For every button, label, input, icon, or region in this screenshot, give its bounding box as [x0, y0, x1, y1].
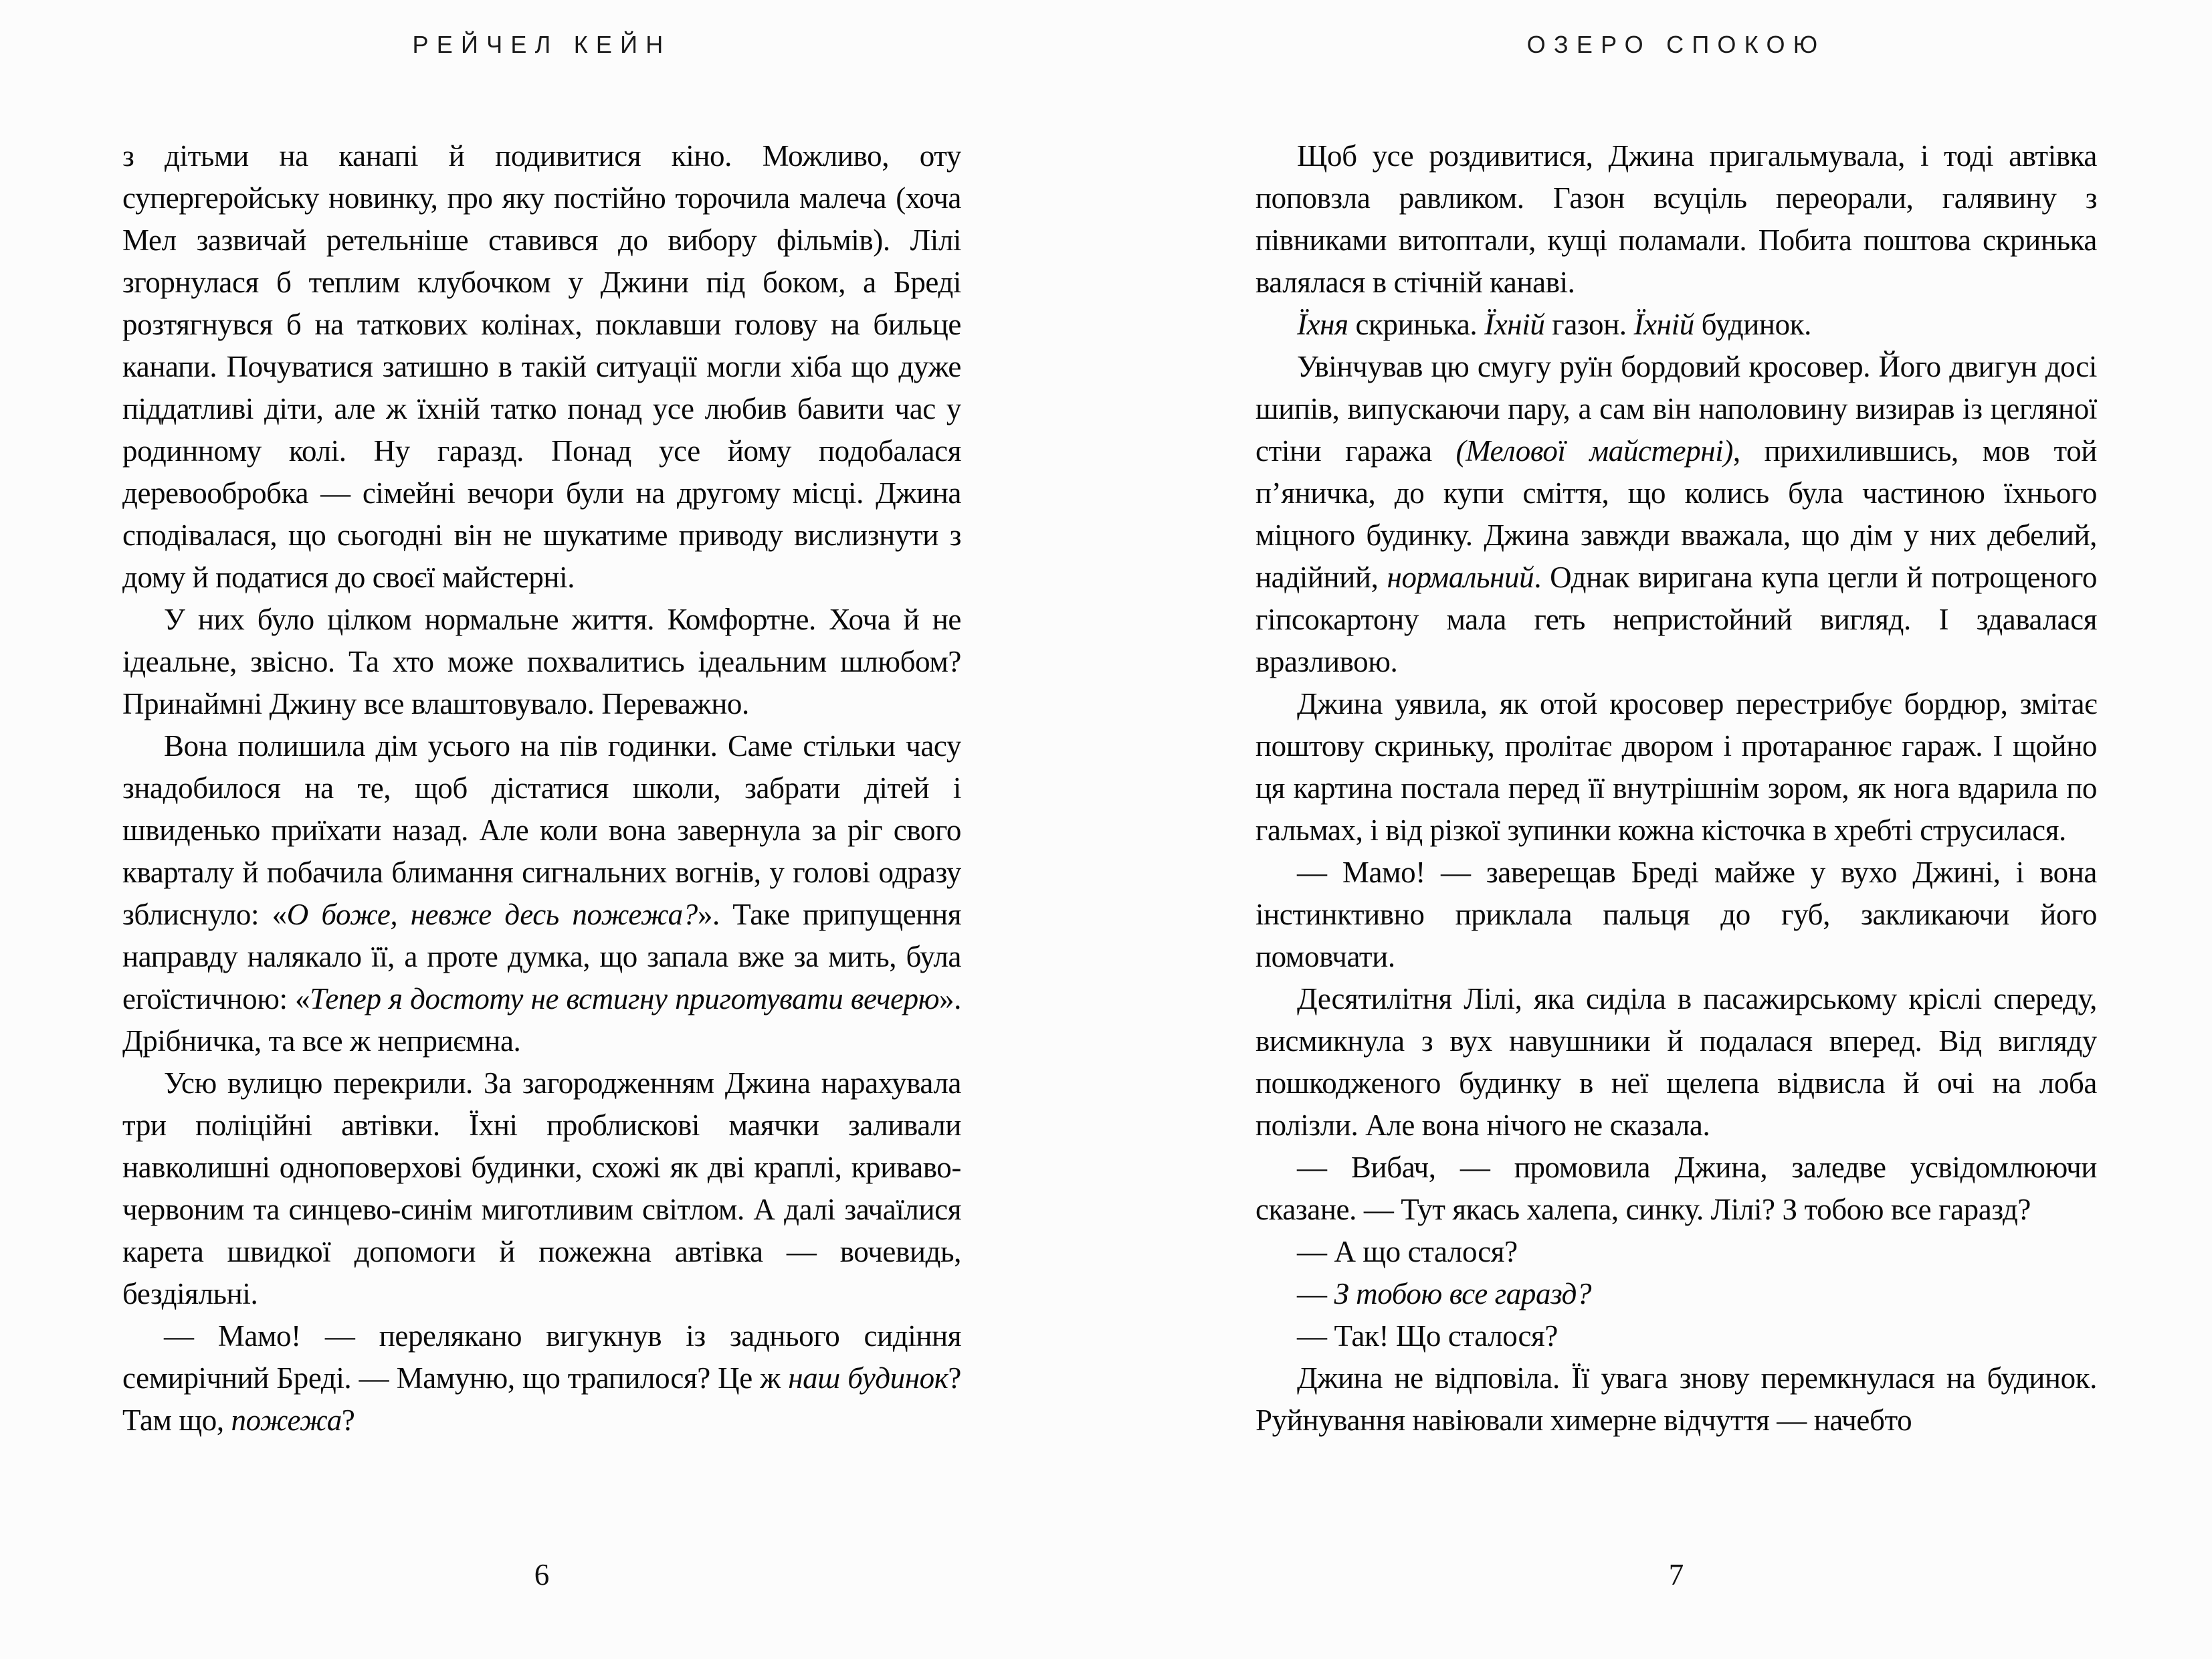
- text-run: Увінчував цю смугу руїн бордовий кросовер. Його двигун досі шипів, випускаючи пару, а сам він наполовину визирав із цегляної стіни гаража: [1255, 350, 2097, 468]
- italic-text-run: З тобою все гаразд?: [1334, 1277, 1592, 1310]
- text-run: Джина не відповіла. Її увага знову перемкнулася на будинок. Руйнування навіювали химерне відчуття — начебто: [1255, 1361, 2097, 1437]
- text-run: — Мамо! — перелякано вигукнув із заднього сидіння семирічний Бреді. — Мамуню, що трапилося? Це ж: [122, 1319, 961, 1395]
- text-run: ». Дрібничка, та все ж неприємна.: [122, 982, 961, 1058]
- paragraph: [1255, 1357, 2097, 1442]
- paragraph: [122, 599, 961, 725]
- text-run: ». Таке припущення направду налякало її, а проте думка, що запала вже за мить, була егоїстичною: «: [122, 898, 961, 1015]
- paragraph: [1255, 1147, 2097, 1231]
- text-block-left-page: [122, 135, 961, 1540]
- paragraph: [122, 1315, 961, 1442]
- paragraph: [1255, 1315, 2097, 1357]
- paragraph: [1255, 852, 2097, 978]
- paragraph: [1255, 346, 2097, 683]
- italic-text-run: Тепер я достоту не встигну приготувати вечерю: [310, 982, 940, 1015]
- text-run: ?: [341, 1403, 355, 1437]
- text-run: . Однак виригана купа цегли й потрощеного гіпсокартону мала геть непристойний вигляд. І здавалася вразливою.: [1255, 561, 2097, 678]
- text-run: , прихилившись, мов той п’яничка, до купи сміття, що колись була частиною їхнього міцного будинку. Джина завжди вважала, що дім у них дебелий, надійний,: [1255, 434, 2097, 594]
- italic-text-run: пожежа: [231, 1403, 342, 1437]
- text-run: газон.: [1544, 308, 1634, 341]
- page-number-right: 7: [1668, 1558, 1684, 1591]
- text-block-right-page: [1255, 135, 2097, 1540]
- text-run: Усю вулицю перекрили. За загородженням Джина нарахувала три поліційні автівки. Їхні проблискові маячки заливали навколишні одноповерхові будинки, схожі як дві краплі, криваво-червоним та синцево-синім миготливим світлом. А далі зачаїлися карета швидкої допомоги й пожежна автівка — вочевидь, бездіяльні.: [122, 1066, 961, 1310]
- text-run: будинок.: [1694, 308, 1811, 341]
- text-run: Вона полишила дім усього на пів годинки. Саме стільки часу знадобилося на те, щоб дістатися школи, забрати дітей і швиденько приїхати назад. Але коли вона завернула за ріг свого кварталу й побачила блимання сигнальних вогнів, у голові одразу зблиснуло: «: [122, 729, 961, 931]
- running-header-book-title: ОЗЕРО СПОКОЮ: [1526, 31, 1826, 58]
- paragraph: [122, 1062, 961, 1315]
- italic-text-run: наш будинок: [788, 1361, 948, 1395]
- text-run: Джина уявила, як отой кросовер перестрибує бордюр, змітає поштову скриньку, пролітає двором і протаранює гараж. І щойно ця картина постала перед її внутрішнім зором, як нога вдарила по гальмах, і від різкої зупинки кожна кісточка в хребті струсилася.: [1255, 687, 2097, 847]
- paragraph: [1255, 135, 2097, 304]
- italic-text-run: Їхній: [1484, 308, 1545, 341]
- italic-text-run: О боже, невже десь пожежа?: [286, 898, 698, 931]
- text-run: з дітьми на канапі й подивитися кіно. Можливо, оту супергеройську новинку, про яку постійно торочила малеча (хоча Мел зазвичай ретельніше ставився до вибору фільмів). Лілі згорнулася б теплим клубочком у Джини під боком, а Бреді розтягнувся б на таткових колінах, поклавши голову на бильце канапи. Почуватися затишно в такій ситуації могли хіба що дуже піддатливі діти, але ж їхній татко понад усе любив бавити час у родинному колі. Ну гаразд. Понад усе йому подобалася деревообробка — сімейні вечори були на другому місці. Джина сподівалася, що сьогодні він не шукатиме приводу вислизнути з дому й податися до своєї майстерні.: [122, 139, 961, 594]
- text-run: ? Там що,: [122, 1361, 961, 1437]
- italic-text-run: нормальний: [1387, 561, 1534, 594]
- italic-text-run: Їхня: [1297, 308, 1348, 341]
- text-run: скринька.: [1348, 308, 1485, 341]
- text-run: — Вибач, — промовила Джина, заледве усвідомлюючи сказане. — Тут якась халепа, синку. Лілі? З тобою все гаразд?: [1255, 1151, 2097, 1226]
- paragraph: [1255, 1273, 2097, 1315]
- paragraph: [122, 135, 961, 599]
- text-run: — Мамо! — заверещав Бреді майже у вухо Джині, і вона інстинктивно приклала пальця до губ, закликаючи його помовчати.: [1255, 856, 2097, 973]
- running-header-author: РЕЙЧЕЛ КЕЙН: [412, 31, 672, 58]
- text-run: — Так! Що сталося?: [1297, 1319, 1558, 1353]
- text-run: —: [1297, 1277, 1334, 1310]
- paragraph: [1255, 1231, 2097, 1273]
- text-run: У них було цілком нормальне життя. Комфортне. Хоча й не ідеальне, звісно. Та хто може похвалитись ідеальним шлюбом? Принаймні Джину все влаштовувало. Переважно.: [122, 603, 961, 720]
- paragraph: [1255, 978, 2097, 1147]
- text-run: Десятилітня Лілі, яка сиділа в пасажирському кріслі спереду, висмикнула з вух навушники й подалася вперед. Від вигляду пошкодженого будинку в неї щелепа відвисла й очі на лоба полізли. Але вона нічого не сказала.: [1255, 982, 2097, 1142]
- text-run: — А що сталося?: [1297, 1235, 1518, 1268]
- paragraph: [122, 725, 961, 1062]
- italic-text-run: (Мелової майстерні): [1455, 434, 1733, 468]
- page-number-left: 6: [534, 1558, 550, 1591]
- text-run: Щоб усе роздивитися, Джина пригальмувала, і тоді автівка поповзла равликом. Газон всуціль переорали, галявину з півниками витоптали, кущі поламали. Побита поштова скринька валялася в стічній канаві.: [1255, 139, 2097, 299]
- paragraph: [1255, 304, 2097, 346]
- paragraph: [1255, 683, 2097, 852]
- italic-text-run: Їхній: [1633, 308, 1694, 341]
